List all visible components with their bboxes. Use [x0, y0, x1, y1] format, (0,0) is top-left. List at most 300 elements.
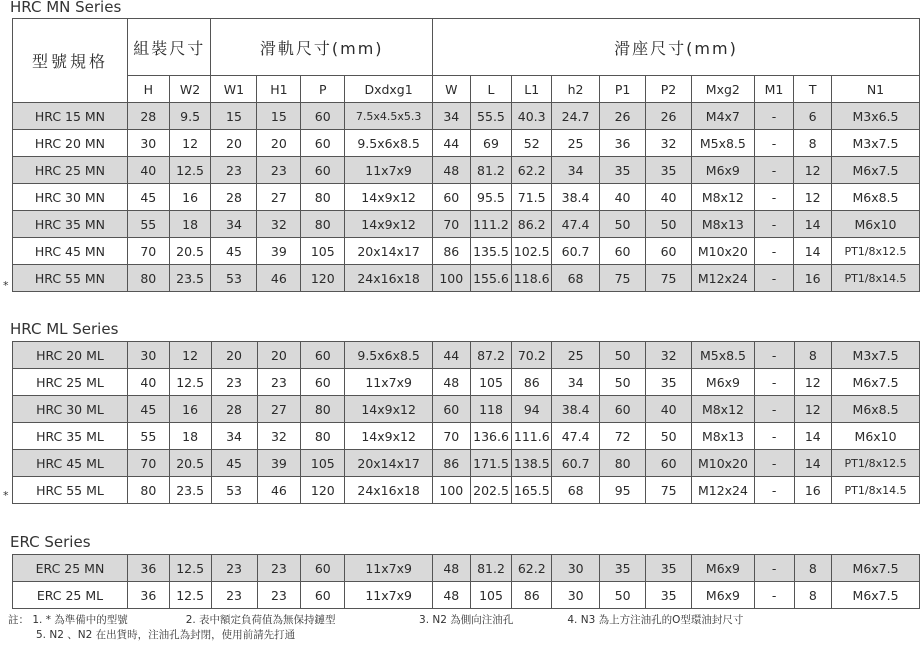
- table-cell: M6x10: [831, 211, 919, 238]
- table-cell: 100: [432, 265, 470, 292]
- table-cell: M6x8.5: [832, 396, 920, 423]
- table-row: [13, 103, 920, 130]
- table-cell: 50: [646, 423, 692, 450]
- table-cell: 86: [432, 238, 470, 265]
- table-cell: 11x7x9: [345, 369, 433, 396]
- table-cell: 135.5: [470, 238, 512, 265]
- table-cell: 60: [301, 555, 345, 582]
- table-cell: 48: [432, 157, 470, 184]
- table-cell: 34: [552, 369, 600, 396]
- table-cell: 20x14x17: [345, 238, 433, 265]
- table-cell: 8: [794, 582, 832, 609]
- table-cell: 9.5x6x8.5: [345, 130, 433, 157]
- table-cell: 55.5: [470, 103, 512, 130]
- table-cell: 60: [600, 396, 646, 423]
- table-cell: 46: [257, 265, 301, 292]
- table-row: [13, 396, 920, 423]
- table-cell: 34: [211, 423, 257, 450]
- table-cell: M10x20: [692, 450, 755, 477]
- model-cell: HRC 45 MN: [13, 238, 128, 265]
- table-cell: 60: [600, 238, 646, 265]
- model-cell: ERC 25 MN: [13, 555, 128, 582]
- table-cell: -: [754, 342, 794, 369]
- table-cell: 80: [301, 423, 345, 450]
- table-cell: 50: [600, 582, 646, 609]
- table-cell: 48: [433, 555, 471, 582]
- model-cell: HRC 20 MN: [13, 130, 128, 157]
- table-cell: 16: [794, 477, 832, 504]
- table-cell: M6x7.5: [832, 369, 920, 396]
- table-cell: PT1/8x14.5: [832, 477, 920, 504]
- table-cell: 60.7: [552, 450, 600, 477]
- table-cell: 20.5: [169, 238, 211, 265]
- table-cell: -: [754, 477, 794, 504]
- table-cell: 50: [600, 211, 646, 238]
- erc-series-title: ERC Series: [10, 533, 91, 551]
- col-header-rail: 滑軌尺寸(mm): [211, 19, 433, 76]
- table-cell: 39: [257, 238, 301, 265]
- col-header-w1: W1: [211, 76, 257, 103]
- star-mark-ml55: *: [3, 489, 9, 502]
- table-cell: 70: [127, 450, 169, 477]
- table-cell: PT1/8x12.5: [831, 238, 919, 265]
- table-cell: 12.5: [169, 555, 211, 582]
- model-cell: HRC 30 ML: [13, 396, 128, 423]
- table-cell: 45: [127, 396, 169, 423]
- table-cell: 11x7x9: [345, 157, 433, 184]
- table-row: [13, 342, 920, 369]
- table-cell: M8x12: [692, 396, 755, 423]
- table-cell: 23: [211, 555, 257, 582]
- table-cell: 40.3: [512, 103, 552, 130]
- table-cell: 105: [470, 369, 512, 396]
- col-header-l: L: [470, 76, 512, 103]
- table-cell: M6x9: [692, 157, 755, 184]
- erc-spec-table: [12, 554, 920, 609]
- table-cell: 20: [257, 342, 301, 369]
- table-cell: M6x10: [832, 423, 920, 450]
- table-cell: 24x16x18: [345, 265, 433, 292]
- table-cell: 70: [127, 238, 169, 265]
- table-cell: 60.7: [552, 238, 600, 265]
- table-cell: 30: [127, 130, 169, 157]
- table-cell: 35: [646, 555, 692, 582]
- table-cell: 47.4: [552, 423, 600, 450]
- table-cell: 28: [127, 103, 169, 130]
- table-cell: 60: [301, 130, 345, 157]
- table-cell: 68: [552, 265, 600, 292]
- table-cell: M6x7.5: [832, 582, 920, 609]
- star-mark-mn55: *: [3, 279, 9, 292]
- table-cell: 14x9x12: [345, 396, 433, 423]
- mn-series-title: HRC MN Series: [10, 0, 122, 16]
- col-header-h1: H1: [257, 76, 301, 103]
- table-cell: M5x8.5: [692, 342, 755, 369]
- table-cell: 16: [169, 396, 211, 423]
- table-cell: M6x9: [692, 369, 755, 396]
- table-cell: -: [754, 103, 794, 130]
- table-cell: 94: [512, 396, 552, 423]
- table-cell: 48: [433, 369, 471, 396]
- table-cell: 8: [794, 555, 832, 582]
- table-cell: 23: [211, 369, 257, 396]
- table-cell: 23: [257, 582, 301, 609]
- col-header-m1: M1: [754, 76, 794, 103]
- note-2: 2. 表中額定負荷值為無保持鏈型: [185, 614, 336, 626]
- table-cell: 15: [211, 103, 257, 130]
- table-cell: 23: [257, 157, 301, 184]
- model-cell: HRC 55 ML: [13, 477, 128, 504]
- table-cell: M6x9: [692, 555, 755, 582]
- table-cell: 60: [433, 396, 471, 423]
- table-cell: 38.4: [552, 396, 600, 423]
- table-cell: -: [754, 555, 794, 582]
- table-cell: -: [754, 265, 794, 292]
- table-cell: 86: [512, 369, 552, 396]
- table-cell: 60: [301, 582, 345, 609]
- table-cell: 75: [646, 265, 692, 292]
- table-cell: 34: [552, 157, 600, 184]
- col-header-t: T: [794, 76, 832, 103]
- table-cell: 28: [211, 396, 257, 423]
- table-cell: 71.5: [512, 184, 552, 211]
- table-cell: 60: [646, 450, 692, 477]
- table-cell: -: [754, 130, 794, 157]
- col-header-w2: W2: [169, 76, 211, 103]
- table-cell: 68: [552, 477, 600, 504]
- table-cell: 23.5: [169, 265, 211, 292]
- table-cell: 24.7: [552, 103, 600, 130]
- table-cell: 35: [600, 157, 646, 184]
- table-cell: 118: [470, 396, 512, 423]
- table-cell: 35: [646, 369, 692, 396]
- table-cell: M10x20: [692, 238, 755, 265]
- table-cell: 105: [301, 450, 345, 477]
- table-cell: 8: [794, 130, 832, 157]
- table-cell: 45: [127, 184, 169, 211]
- table-row: [13, 130, 920, 157]
- table-cell: 60: [301, 369, 345, 396]
- table-row: [13, 211, 920, 238]
- model-cell: HRC 25 ML: [13, 369, 128, 396]
- table-cell: 118.6: [512, 265, 552, 292]
- col-header-mxg2: Mxg2: [692, 76, 755, 103]
- note-prefix: 註：: [8, 614, 29, 626]
- table-cell: 23: [211, 157, 257, 184]
- model-cell: HRC 55 MN: [13, 265, 128, 292]
- model-cell: HRC 15 MN: [13, 103, 128, 130]
- table-cell: 38.4: [552, 184, 600, 211]
- mn-spec-table: [12, 18, 920, 292]
- model-cell: HRC 25 MN: [13, 157, 128, 184]
- table-cell: 60: [432, 184, 470, 211]
- model-cell: HRC 45 ML: [13, 450, 128, 477]
- table-cell: 80: [301, 396, 345, 423]
- table-cell: 14x9x12: [345, 184, 433, 211]
- table-cell: 81.2: [470, 555, 512, 582]
- table-cell: 111.6: [512, 423, 552, 450]
- ml-series-title: HRC ML Series: [10, 320, 119, 338]
- model-cell: HRC 35 MN: [13, 211, 128, 238]
- table-cell: 50: [600, 342, 646, 369]
- table-cell: M3x7.5: [832, 342, 920, 369]
- table-cell: 8: [794, 342, 832, 369]
- table-cell: -: [754, 184, 794, 211]
- table-cell: 105: [470, 582, 512, 609]
- table-cell: 6: [794, 103, 832, 130]
- table-cell: 12: [794, 369, 832, 396]
- table-cell: PT1/8x14.5: [831, 265, 919, 292]
- table-cell: 45: [211, 450, 257, 477]
- table-cell: 14: [794, 450, 832, 477]
- table-cell: M5x8.5: [692, 130, 755, 157]
- table-cell: 11x7x9: [345, 555, 433, 582]
- model-cell: HRC 30 MN: [13, 184, 128, 211]
- table-cell: 7.5x4.5x5.3: [345, 103, 433, 130]
- table-cell: 34: [432, 103, 470, 130]
- table-cell: 81.2: [470, 157, 512, 184]
- table-cell: 12: [794, 157, 832, 184]
- table-cell: 50: [646, 211, 692, 238]
- col-header-n1: N1: [831, 76, 919, 103]
- table-cell: 25: [552, 130, 600, 157]
- table-cell: -: [754, 582, 794, 609]
- table-cell: 23.5: [169, 477, 211, 504]
- table-cell: 80: [127, 265, 169, 292]
- table-cell: 12.5: [169, 582, 211, 609]
- model-cell: HRC 20 ML: [13, 342, 128, 369]
- table-cell: 30: [552, 555, 600, 582]
- table-cell: 80: [301, 184, 345, 211]
- table-cell: 102.5: [512, 238, 552, 265]
- table-cell: 47.4: [552, 211, 600, 238]
- table-cell: 14: [794, 423, 832, 450]
- table-cell: 46: [257, 477, 301, 504]
- table-cell: 20: [257, 130, 301, 157]
- table-cell: 26: [600, 103, 646, 130]
- table-cell: 23: [211, 582, 257, 609]
- table-row: [13, 184, 920, 211]
- table-cell: 39: [257, 450, 301, 477]
- table-cell: 136.6: [470, 423, 512, 450]
- table-cell: 12.5: [169, 369, 211, 396]
- table-row: [13, 265, 920, 292]
- table-cell: 12: [169, 130, 211, 157]
- table-cell: 53: [211, 265, 257, 292]
- table-cell: 70.2: [512, 342, 552, 369]
- table-cell: 80: [127, 477, 169, 504]
- col-header-p: P: [301, 76, 345, 103]
- table-cell: 48: [433, 582, 471, 609]
- table-cell: 95: [600, 477, 646, 504]
- table-cell: 55: [127, 211, 169, 238]
- table-cell: 60: [646, 238, 692, 265]
- col-header-block: 滑座尺寸(mm): [432, 19, 919, 76]
- table-cell: M3x7.5: [831, 130, 919, 157]
- table-cell: -: [754, 211, 794, 238]
- table-cell: M12x24: [692, 265, 755, 292]
- table-cell: 20.5: [169, 450, 211, 477]
- col-header-p2: P2: [646, 76, 692, 103]
- table-cell: 62.2: [512, 555, 552, 582]
- table-cell: 12: [169, 342, 211, 369]
- table-cell: 14x9x12: [345, 211, 433, 238]
- table-cell: 36: [600, 130, 646, 157]
- table-cell: 75: [600, 265, 646, 292]
- table-cell: M6x9: [692, 582, 755, 609]
- table-cell: 36: [127, 582, 169, 609]
- table-cell: 165.5: [512, 477, 552, 504]
- table-cell: 53: [211, 477, 257, 504]
- col-header-h: H: [127, 76, 169, 103]
- table-cell: 12.5: [169, 157, 211, 184]
- table-cell: M8x12: [692, 184, 755, 211]
- table-cell: 9.5: [169, 103, 211, 130]
- table-cell: -: [754, 423, 794, 450]
- table-cell: 45: [211, 238, 257, 265]
- table-cell: 50: [600, 369, 646, 396]
- table-cell: 80: [301, 211, 345, 238]
- model-cell: ERC 25 ML: [13, 582, 128, 609]
- table-cell: 32: [646, 342, 692, 369]
- table-cell: 86: [433, 450, 471, 477]
- table-row: [13, 582, 920, 609]
- table-cell: 20x14x17: [345, 450, 433, 477]
- table-cell: 86.2: [512, 211, 552, 238]
- table-cell: 100: [433, 477, 471, 504]
- table-cell: 25: [552, 342, 600, 369]
- table-row: [13, 477, 920, 504]
- table-cell: 23: [257, 369, 301, 396]
- table-cell: 14: [794, 211, 832, 238]
- table-row: [13, 423, 920, 450]
- note-1: 1. * 為準備中的型號: [32, 614, 128, 626]
- table-cell: 70: [433, 423, 471, 450]
- table-cell: M4x7: [692, 103, 755, 130]
- col-header-h2: h2: [552, 76, 600, 103]
- table-cell: 20: [211, 342, 257, 369]
- table-cell: 23: [257, 555, 301, 582]
- table-cell: 62.2: [512, 157, 552, 184]
- table-cell: 60: [301, 342, 345, 369]
- col-header-w: W: [432, 76, 470, 103]
- table-cell: 138.5: [512, 450, 552, 477]
- table-cell: 40: [127, 157, 169, 184]
- table-row: [13, 238, 920, 265]
- table-cell: 32: [257, 211, 301, 238]
- table-row: [13, 555, 920, 582]
- table-cell: M6x7.5: [832, 555, 920, 582]
- model-cell: HRC 35 ML: [13, 423, 128, 450]
- table-cell: 20: [211, 130, 257, 157]
- table-cell: M8x13: [692, 423, 755, 450]
- table-cell: 18: [169, 423, 211, 450]
- note-4: 4. N3 為上方注油孔的O型環油封尺寸: [567, 614, 744, 626]
- table-cell: 36: [127, 555, 169, 582]
- table-cell: 14: [794, 238, 832, 265]
- table-cell: 155.6: [470, 265, 512, 292]
- table-cell: 35: [600, 555, 646, 582]
- table-row: [13, 157, 920, 184]
- table-row: [13, 450, 920, 477]
- table-cell: 44: [433, 342, 471, 369]
- table-cell: 12: [794, 396, 832, 423]
- table-cell: 18: [169, 211, 211, 238]
- col-header-assembly: 組裝尺寸: [127, 19, 211, 76]
- col-header-model: 型號規格: [13, 19, 128, 103]
- table-cell: 120: [301, 265, 345, 292]
- table-cell: 35: [646, 582, 692, 609]
- table-cell: 11x7x9: [345, 582, 433, 609]
- table-cell: 35: [646, 157, 692, 184]
- table-cell: -: [754, 396, 794, 423]
- table-cell: 202.5: [470, 477, 512, 504]
- ml-spec-table: [12, 341, 920, 504]
- table-cell: 87.2: [470, 342, 512, 369]
- table-cell: 28: [211, 184, 257, 211]
- footnotes: [8, 613, 743, 643]
- table-cell: 34: [211, 211, 257, 238]
- table-cell: 16: [794, 265, 832, 292]
- table-row: [13, 369, 920, 396]
- table-cell: 27: [257, 184, 301, 211]
- table-cell: 40: [600, 184, 646, 211]
- table-cell: 70: [432, 211, 470, 238]
- table-cell: 32: [257, 423, 301, 450]
- table-cell: M6x7.5: [831, 157, 919, 184]
- table-cell: M6x8.5: [831, 184, 919, 211]
- table-cell: 40: [127, 369, 169, 396]
- table-cell: 60: [301, 157, 345, 184]
- table-cell: 24x16x18: [345, 477, 433, 504]
- table-cell: PT1/8x12.5: [832, 450, 920, 477]
- table-cell: 52: [512, 130, 552, 157]
- table-cell: 171.5: [470, 450, 512, 477]
- table-cell: 27: [257, 396, 301, 423]
- table-cell: 111.2: [470, 211, 512, 238]
- table-cell: 69: [470, 130, 512, 157]
- table-cell: M12x24: [692, 477, 755, 504]
- table-cell: 12: [794, 184, 832, 211]
- table-cell: -: [754, 369, 794, 396]
- table-cell: 40: [646, 396, 692, 423]
- table-cell: 86: [512, 582, 552, 609]
- table-cell: 80: [600, 450, 646, 477]
- table-cell: 14x9x12: [345, 423, 433, 450]
- table-cell: 105: [301, 238, 345, 265]
- table-cell: 95.5: [470, 184, 512, 211]
- table-cell: M3x6.5: [831, 103, 919, 130]
- table-cell: 30: [127, 342, 169, 369]
- table-cell: -: [754, 157, 794, 184]
- table-cell: 16: [169, 184, 211, 211]
- table-cell: 40: [646, 184, 692, 211]
- table-cell: -: [754, 450, 794, 477]
- table-cell: 75: [646, 477, 692, 504]
- col-header-dxdxg1: Dxdxg1: [345, 76, 433, 103]
- table-cell: 55: [127, 423, 169, 450]
- table-cell: 44: [432, 130, 470, 157]
- table-cell: 26: [646, 103, 692, 130]
- col-header-l1: L1: [512, 76, 552, 103]
- note-5: 5. N2 、N2 在出貨時，注油孔為封閉，使用前請先打通: [36, 629, 296, 641]
- note-3: 3. N2 為側向注油孔: [419, 614, 514, 626]
- table-cell: 9.5x6x8.5: [345, 342, 433, 369]
- table-cell: 60: [301, 103, 345, 130]
- table-cell: M8x13: [692, 211, 755, 238]
- table-cell: 72: [600, 423, 646, 450]
- table-cell: -: [754, 238, 794, 265]
